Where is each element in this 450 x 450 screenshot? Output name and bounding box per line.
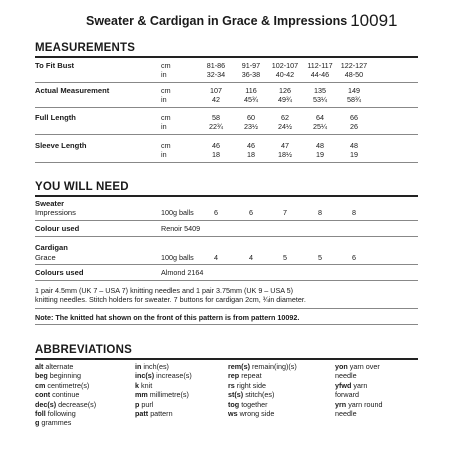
abbreviation-key: inc(s) (135, 371, 155, 381)
divider (35, 280, 418, 281)
abbreviation-key: yfwd (335, 380, 352, 390)
abbreviation-meaning: knit (141, 380, 153, 390)
cardigan-quantity: 4 (214, 253, 218, 262)
divider (35, 264, 418, 265)
abbreviation-meaning: remain(ing)(s) (251, 362, 297, 371)
abbreviation-meaning: decrease(s) (58, 399, 97, 409)
measurement-in-value: 44-46 (310, 70, 330, 79)
sweater-quantity: 7 (283, 208, 287, 217)
measurement-cm-value: 91-97 (241, 61, 261, 70)
abbreviation-entry (135, 381, 192, 390)
abbreviation-entry (35, 418, 96, 427)
abbreviations-column-2 (135, 362, 192, 418)
measurement-in-value: 53¼ (313, 95, 327, 104)
sweater-colour-label: Colour used (35, 224, 80, 233)
abbreviation-entry (335, 409, 383, 418)
abbreviation-meaning: yarn round (348, 399, 383, 409)
abbreviation-key: beg (35, 371, 48, 381)
abbreviation-key: in (135, 362, 142, 371)
measurement-label: To Fit Bust (35, 61, 75, 70)
abbreviation-meaning: following (47, 409, 76, 419)
measurement-in-value: 58¾ (347, 95, 361, 104)
measurement-cm-value: 46 (247, 141, 255, 150)
abbreviation-key: alt (35, 362, 44, 371)
abbreviation-key: st(s) (228, 390, 244, 400)
abbreviations-rule (35, 358, 418, 360)
abbreviation-entry (228, 400, 297, 409)
abbreviation-meaning: alternate (45, 362, 74, 371)
cardigan-quantity: 4 (249, 253, 253, 262)
divider (35, 82, 418, 83)
measurement-in-value: 45¾ (244, 95, 258, 104)
measurement-in-value: 48-50 (344, 70, 364, 79)
unit-in: in (161, 150, 167, 159)
measurement-in-value: 19 (316, 150, 324, 159)
unit-in: in (161, 70, 167, 79)
measurement-cm-value: 112-117 (307, 61, 333, 70)
abbreviation-entry (135, 362, 192, 371)
measurement-cm-value: 58 (212, 113, 220, 122)
divider (35, 107, 418, 108)
measurement-in-value: 49¾ (278, 95, 292, 104)
abbreviation-key: rem(s) (228, 362, 250, 371)
abbreviation-key: mm (135, 390, 148, 400)
divider (35, 220, 418, 221)
measurement-cm-value: 60 (247, 113, 255, 122)
sweater-quantity: 8 (318, 208, 322, 217)
measurement-cm-value: 149 (348, 86, 360, 95)
sweater-colour: Renoir 5409 (161, 224, 201, 233)
sweater-quantity: 8 (352, 208, 356, 217)
divider (35, 324, 418, 325)
abbreviation-meaning: purl (141, 399, 154, 409)
abbreviation-entry (335, 381, 383, 390)
measurement-in-value: 22¾ (209, 122, 223, 131)
abbreviation-meaning: stitch(es) (245, 390, 275, 400)
unit-in: in (161, 122, 167, 131)
unit-cm: cm (161, 113, 171, 122)
measurement-in-value: 23½ (244, 122, 258, 131)
abbreviation-meaning: yarn (353, 380, 368, 390)
abbreviation-key: foll (35, 409, 46, 419)
abbreviation-key: cm (35, 380, 46, 390)
abbreviation-meaning: inch(es) (143, 362, 169, 371)
measurement-in-value: 18 (247, 150, 255, 159)
abbreviation-entry (35, 400, 96, 409)
measurement-in-value: 19 (350, 150, 358, 159)
cardigan-colour: Almond 2164 (161, 268, 204, 277)
abbreviation-key: dec(s) (35, 399, 57, 409)
measurement-cm-value: 135 (314, 86, 326, 95)
sweater-yarn: Impressions (35, 208, 76, 217)
abbreviation-meaning: forward (335, 390, 359, 400)
abbreviation-meaning: continue (52, 390, 80, 400)
cardigan-yarn: Grace (35, 253, 56, 262)
cardigan-quantity: 6 (352, 253, 356, 262)
abbreviation-entry (228, 362, 297, 371)
unit-cm: cm (161, 141, 171, 150)
abbreviation-meaning: pattern (150, 409, 173, 419)
abbreviation-key: rs (228, 380, 235, 390)
unit-cm: cm (161, 86, 171, 95)
needles-line-1: 1 pair 4.5mm (UK 7 – USA 7) knitting needles and 1 pair 3.75mm (UK 9 – USA 5) (35, 286, 294, 295)
divider (35, 236, 418, 237)
abbreviation-entry (135, 400, 192, 409)
sweater-label: Sweater (35, 199, 65, 208)
abbreviation-meaning: grammes (41, 418, 72, 428)
sweater-unit: 100g balls (161, 208, 194, 217)
divider (35, 134, 418, 135)
divider (35, 308, 418, 309)
cardigan-quantity: 5 (318, 253, 322, 262)
measurement-cm-value: 107 (210, 86, 222, 95)
measurement-in-value: 26 (350, 122, 358, 131)
unit-in: in (161, 95, 167, 104)
abbreviation-entry (228, 381, 297, 390)
measurement-label: Full Length (35, 113, 76, 122)
abbreviation-entry (228, 390, 297, 399)
measurement-cm-value: 48 (350, 141, 358, 150)
abbreviation-key: yon (335, 362, 348, 371)
abbreviation-meaning: yarn over (349, 362, 380, 371)
abbreviation-entry (335, 371, 383, 380)
abbreviation-meaning: together (241, 399, 268, 409)
abbreviation-key: rep (228, 371, 240, 381)
sweater-quantity: 6 (214, 208, 218, 217)
abbreviation-entry (135, 371, 192, 380)
sweater-quantity: 6 (249, 208, 253, 217)
measurement-label: Actual Measurement (35, 86, 110, 95)
measurements-rule (35, 56, 418, 58)
abbreviations-column-1 (35, 362, 96, 428)
abbreviation-key: cont (35, 390, 51, 400)
abbreviation-entry (35, 409, 96, 418)
needles-note (35, 286, 420, 304)
measurement-in-value: 32-34 (206, 70, 226, 79)
abbreviation-entry (228, 409, 297, 418)
pattern-title (86, 10, 397, 30)
measurement-label: Sleeve Length (35, 141, 87, 150)
abbreviations-column-3 (228, 362, 297, 418)
measurement-cm-value: 116 (245, 86, 257, 95)
abbreviation-entry (335, 390, 383, 399)
abbreviations-column-4 (335, 362, 383, 418)
measurement-in-value: 40-42 (275, 70, 295, 79)
hat-note: Note: The knitted hat shown on the front of this pattern is from pattern 10092. (35, 313, 300, 322)
needles-line-2: knitting needles. Stitch holders for sweater. 7 buttons for cardigan 2cm, ¾in diameter. (35, 295, 306, 305)
abbreviation-meaning: wrong side (239, 409, 275, 419)
measurement-cm-value: 48 (316, 141, 324, 150)
unit-cm: cm (161, 61, 171, 70)
divider (35, 162, 418, 163)
measurement-cm-value: 46 (212, 141, 220, 150)
abbreviation-key: patt (135, 409, 149, 419)
abbreviations-heading: ABBREVIATIONS (35, 344, 132, 356)
abbreviation-entry (228, 371, 297, 380)
pattern-number: 10091 (350, 11, 398, 30)
abbreviation-entry (135, 409, 192, 418)
abbreviation-entry (335, 362, 383, 371)
measurement-in-value: 24½ (278, 122, 292, 131)
cardigan-quantity: 5 (283, 253, 287, 262)
abbreviation-key: tog (228, 399, 240, 409)
measurement-cm-value: 81-86 (206, 61, 226, 70)
abbreviation-entry (35, 381, 96, 390)
measurement-in-value: 25¼ (313, 122, 327, 131)
measurement-cm-value: 102-107 (271, 61, 299, 70)
abbreviation-key: ws (228, 409, 238, 419)
cardigan-unit: 100g balls (161, 253, 194, 262)
abbreviation-key: p (135, 399, 140, 409)
abbreviation-key: yrn (335, 399, 347, 409)
abbreviation-meaning: increase(s) (156, 371, 192, 381)
measurement-in-value: 18½ (278, 150, 292, 159)
measurement-cm-value: 62 (281, 113, 289, 122)
abbreviation-key: g (35, 418, 40, 428)
abbreviation-entry (135, 390, 192, 399)
abbreviation-meaning: centimetre(s) (47, 380, 90, 390)
abbreviation-key: k (135, 380, 139, 390)
abbreviation-meaning: needle (335, 371, 357, 381)
measurement-in-value: 42 (212, 95, 220, 104)
measurement-cm-value: 47 (281, 141, 289, 150)
abbreviation-meaning: right side (236, 380, 266, 390)
title-text: Sweater & Cardigan in Grace & Impressions (86, 14, 348, 28)
measurement-cm-value: 126 (279, 86, 291, 95)
measurements-heading: MEASUREMENTS (35, 42, 136, 54)
measurement-cm-value: 66 (350, 113, 358, 122)
measurement-in-value: 18 (212, 150, 220, 159)
abbreviation-entry (35, 362, 96, 371)
cardigan-colour-label: Colours used (35, 268, 84, 277)
cardigan-label: Cardigan (35, 243, 68, 252)
abbreviation-meaning: repeat (241, 371, 262, 381)
abbreviation-meaning: beginning (49, 371, 81, 381)
abbreviation-meaning: needle (335, 409, 357, 419)
measurement-cm-value: 64 (316, 113, 324, 122)
abbreviation-entry (335, 400, 383, 409)
abbreviation-meaning: millimetre(s) (149, 390, 189, 400)
abbreviation-entry (35, 371, 96, 380)
abbreviation-entry (35, 390, 96, 399)
measurement-cm-value: 122-127 (340, 61, 368, 70)
measurement-in-value: 36-38 (241, 70, 261, 79)
you-will-need-heading: YOU WILL NEED (35, 181, 129, 193)
you-will-need-rule (35, 195, 418, 197)
